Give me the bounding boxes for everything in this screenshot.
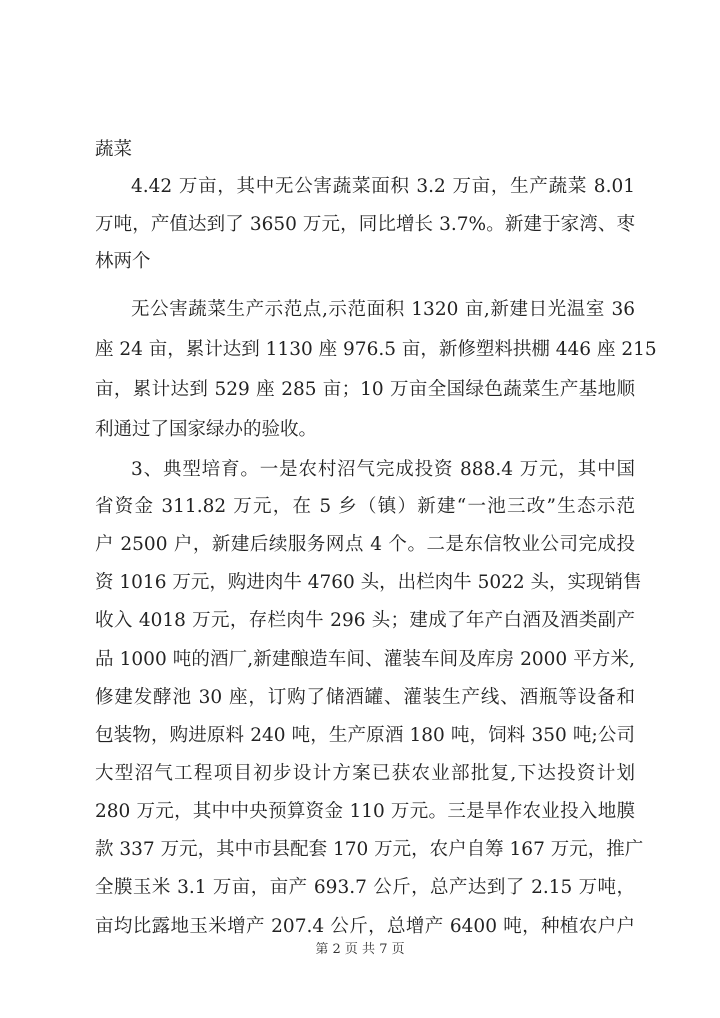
- text-line: 省资金 311.82 万元，在 5 乡（镇）新建“一池三改”生态示范: [95, 496, 635, 517]
- text-line: 4.42 万亩，其中无公害蔬菜面积 3.2 万亩，生产蔬菜 8.01: [131, 176, 635, 197]
- page-footer: 第 2 页 共 7 页: [315, 942, 405, 957]
- text-line: 收入 4018 万元，存栏肉牛 296 头；建成了年产白酒及酒类副产: [95, 610, 635, 631]
- text-line: 蔬菜: [95, 139, 133, 160]
- text-line: 林两个: [95, 251, 151, 272]
- text-line: 利通过了国家绿办的验收。: [95, 419, 318, 440]
- text-line: 280 万元，其中中央预算资金 110 万元。三是旱作农业投入地膜: [95, 801, 635, 822]
- text-line: 户 2500 户，新建后续服务网点 4 个。二是东信牧业公司完成投: [95, 534, 635, 555]
- text-line: 修建发酵池 30 座，订购了储酒罐、灌装生产线、酒瓶等设备和: [95, 687, 635, 708]
- text-line: 全膜玉米 3.1 万亩，亩产 693.7 公斤，总产达到了 2.15 万吨，: [95, 877, 635, 898]
- text-line: 大型沼气工程项目初步设计方案已获农业部批复,下达投资计划: [95, 763, 635, 784]
- text-line: 亩均比露地玉米增产 207.4 公斤，总增产 6400 吨，种植农户户: [95, 916, 635, 937]
- text-line: 亩，累计达到 529 座 285 亩；10 万亩全国绿色蔬菜生产基地顺: [95, 379, 635, 400]
- text-line: 无公害蔬菜生产示范点,示范面积 1320 亩,新建日光温室 36: [131, 299, 635, 320]
- text-line: 资 1016 万元，购进肉牛 4760 头，出栏肉牛 5022 头，实现销售: [95, 572, 642, 593]
- text-line: 3、典型培育。一是农村沼气完成投资 888.4 万元，其中国: [131, 459, 635, 480]
- text-line: 品 1000 吨的酒厂,新建酿造车间、灌装车间及库房 2000 平方米,: [95, 649, 635, 670]
- text-line: 包装物，购进原料 240 吨，生产原酒 180 吨，饲料 350 吨;公司: [95, 725, 635, 746]
- text-line: 款 337 万元，其中市县配套 170 万元，农户自筹 167 万元，推广: [95, 839, 644, 860]
- text-line: 座 24 亩，累计达到 1130 座 976.5 亩，新修塑料拱棚 446 座 215: [95, 339, 657, 360]
- text-line: 万吨，产值达到了 3650 万元，同比增长 3.7%。新建于家湾、枣: [95, 214, 635, 235]
